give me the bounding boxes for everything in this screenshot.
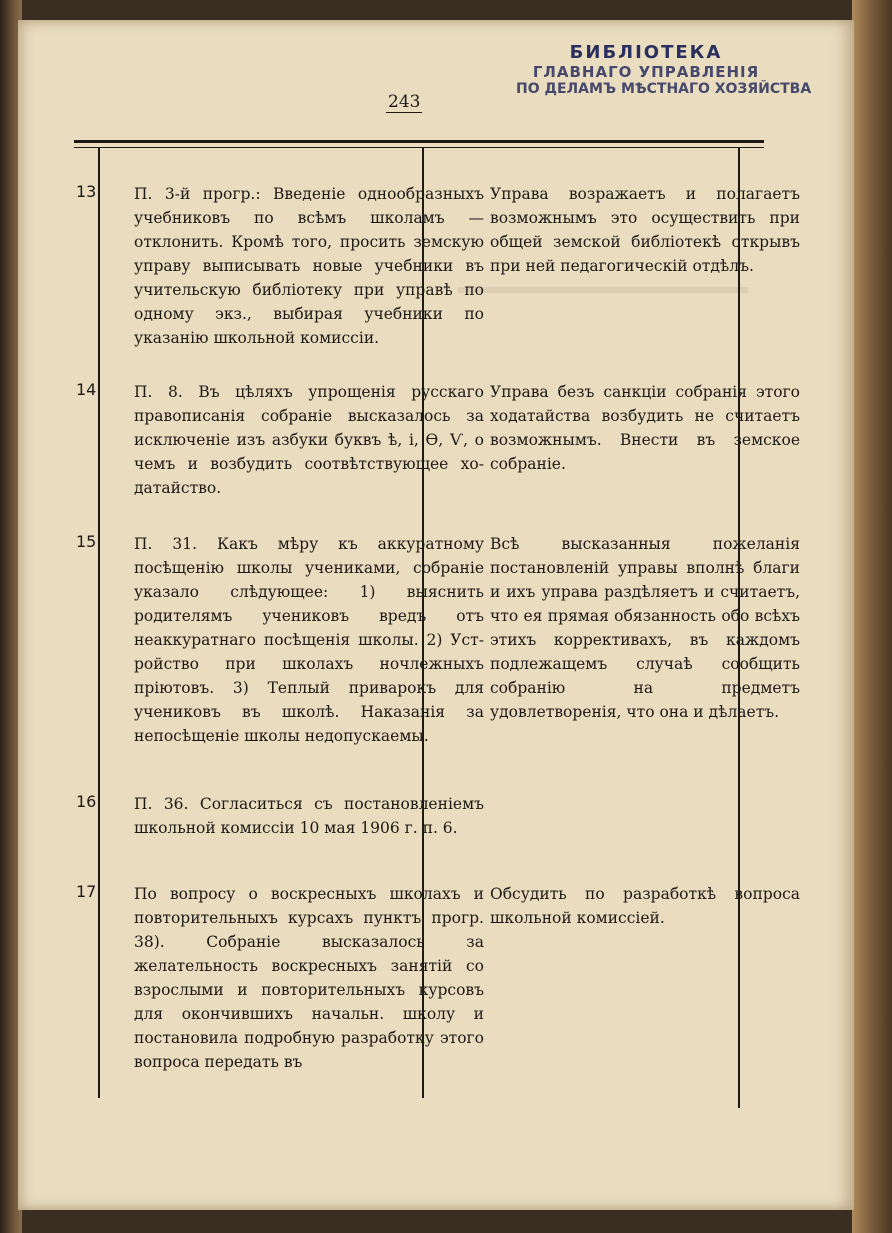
book-page-edges (852, 0, 892, 1233)
bleed-through-text (458, 282, 748, 297)
row-number: 15 (76, 532, 97, 551)
document-page (18, 20, 854, 1210)
row-resolution-text: П. 36. Согласиться съ постановленiемъ школьной комиссiи 10 мая 1906 г. п. 6. (134, 795, 484, 837)
row-number: 16 (76, 792, 97, 811)
row-response-text: Управа возражаетъ и полагаетъ возможнымъ это осуществить при общей земской библiотекѣ открывъ при ней педагогическiй отдѣлъ. (490, 185, 800, 275)
stamp-line-3: ПО ДЕЛАМЪ МѢСТНАГО ХОЗЯЙСТВА (516, 81, 812, 97)
row-resolution-text: По вопросу о воскресныхъ школахъ и повторительныхъ курсахъ пунктъ прогр. 38). Собранiе высказалось за желательность воскресныхъ занятiй со взрослыми и повторительныхъ курсовъ для окончившихъ начальн. школу и постановила подробную разработку этого вопроса передать въ (134, 885, 484, 1071)
row-response-text: Обсудить по разработкѣ вопроса школьной комиссiей. (490, 885, 800, 927)
stamp-line-1: БИБЛIОТЕКА (569, 42, 723, 63)
row-resolution-text: П. 8. Въ цѣляхъ упрощенiя русскаго правописанiя собранiе высказалось за исключенiе изъ азбуки буквъ ѣ, i, Ѳ, Ѵ, о чемъ и возбудить соотвѣтствующее ходатайство. (134, 383, 484, 497)
row-number: 14 (76, 380, 97, 399)
library-stamp (516, 42, 812, 97)
table-top-rule-thin (74, 147, 764, 148)
table-top-rule (74, 140, 764, 143)
stamp-line-2: ГЛАВНАГО УПРАВЛЕНIЯ (532, 63, 760, 81)
page-number: 243 (388, 92, 421, 112)
column-divider-left (98, 148, 100, 1098)
row-response-text: Управа безъ санкцiи собранiя этого ходатайства возбудить не считаетъ возможнымъ. Внести въ земское собранiе. (490, 383, 800, 473)
row-number: 13 (76, 182, 97, 201)
row-response-text: Всѣ высказанныя пожеланiя постановленiй управы вполнѣ благи и ихъ управа раздѣляетъ и считаетъ, что ея прямая обязанность обо всѣхъ этихъ коррективахъ, въ каждомъ подлежащемъ случаѣ сообщить собранiю на предметъ удовлетворенiя, что она и дѣлаетъ. (490, 535, 800, 721)
row-resolution-text: П. 3-й прогр.: Введенiе однообразныхъ учебниковъ по всѣмъ школамъ — отклонить. Кромѣ того, просить земскую управу выписывать новые учебники въ учительскую библiотеку при управѣ по одному экз., выбирая учебники по указанiю школьной комиссiи. (134, 185, 484, 347)
row-number: 17 (76, 882, 97, 901)
row-resolution-text: П. 31. Какъ мѣру къ аккуратному посѣщенiю школы учениками, собранiе указало слѣдующее: 1) выяснить родителямъ учениковъ вредъ отъ неаккуратнаго посѣщенiя школы. 2) Устройство при школахъ ночлежныхъ прiютовъ. 3) Теплый приварокъ для учениковъ въ школѣ. Наказанiя за непосѣщенiе школы недопускаемы. (134, 535, 484, 745)
